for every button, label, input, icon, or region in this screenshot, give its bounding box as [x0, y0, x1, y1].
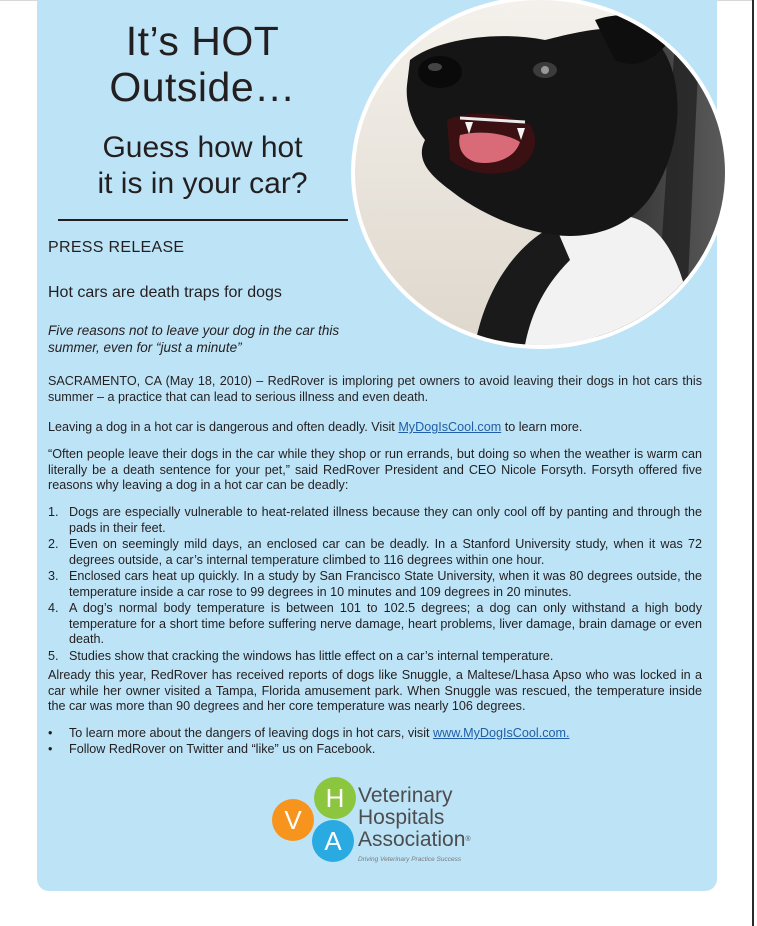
list-item-text: To learn more about the dangers of leaving dogs in hot cars, visit	[69, 726, 434, 740]
list-item-number: 3.	[48, 569, 59, 583]
divider-rule	[58, 219, 348, 221]
list-item-text: Even on seemingly mild days, an enclosed car can be deadly. In a Stanford University study, when it was 72 degrees outside, a car’s internal temperature climbed to 116 degrees within one hour.	[69, 537, 702, 567]
logo-word-veterinary: Veterinary	[358, 784, 453, 807]
list-item-number: 1.	[48, 505, 59, 519]
list-item	[48, 505, 702, 536]
page-right-edge	[752, 0, 754, 926]
vha-logo-wordmark	[358, 785, 471, 851]
press-release-label: PRESS RELEASE	[48, 239, 185, 256]
call-to-action-list	[48, 726, 702, 757]
subheadline	[55, 130, 350, 202]
headline-line-1: It’s HOT	[125, 18, 280, 64]
list-item-text: Studies show that cracking the windows has little effect on a car’s internal temperature.	[69, 648, 554, 663]
list-item	[48, 742, 702, 758]
paragraph-visit-text-end: to learn more.	[501, 420, 583, 434]
paragraph-intro: SACRAMENTO, CA (May 18, 2010) – RedRover is imploring pet owners to avoid leaving their dogs in hot cars this summer – a practice that can lead to serious illness and even death.	[48, 374, 702, 404]
paragraph-visit-text: Leaving a dog in a hot car is dangerous and often deadly. Visit	[48, 420, 399, 434]
list-item-number: 2.	[48, 537, 59, 551]
paragraph-quote: “Often people leave their dogs in the car while they shop or run errands, but doing so when the weather is warm can literally be a death sentence for your pet,” said RedRover President and CEO Nicole Forsyth. Forsyth offered five reasons why leaving a dog in a hot car can be deadly:	[48, 447, 702, 492]
list-item-number: 4.	[48, 601, 59, 615]
vha-logo-tagline: Driving Veterinary Practice Success	[358, 856, 462, 863]
headline-line-2: Outside…	[109, 64, 296, 110]
logo-letter-a: A	[324, 826, 342, 856]
dog-photo-illustration	[355, 0, 725, 345]
logo-word-association-text: Association	[358, 828, 466, 851]
dog-in-car-photo	[355, 0, 725, 345]
article-deck: Hot cars are death traps for dogs	[48, 284, 282, 301]
paragraph-snuggle: Already this year, RedRover has received reports of dogs like Snuggle, a Maltese/Lhasa Apso who was locked in a car while her owner visited a Tampa, Florida amusement park. When Snuggle was rescued, the temperature inside the car was more than 90 degrees and her core temperature was nearly 106 degrees.	[48, 668, 702, 713]
list-item	[48, 601, 702, 648]
subheadline-line-2: it is in your car?	[97, 167, 308, 200]
logo-letter-h: H	[325, 783, 345, 813]
list-item	[48, 649, 702, 665]
article-teaser: Five reasons not to leave your dog in the car this summer, even for “just a minute”	[48, 323, 340, 355]
list-item	[48, 726, 702, 742]
logo-word-hospitals: Hospitals	[358, 806, 445, 829]
subheadline-line-1: Guess how hot	[102, 131, 303, 164]
mydogiscool-link[interactable]: MyDogIsCool.com	[398, 420, 502, 434]
paragraph-visit	[48, 420, 702, 436]
list-item-number: 5.	[48, 648, 59, 663]
list-item-text: Dogs are especially vulnerable to heat-related illness because they can only cool off by panting and through the pads in their feet.	[69, 505, 702, 535]
logo-registered-mark: ®	[465, 836, 471, 843]
logo-letter-v: V	[284, 805, 302, 835]
www-mydogiscool-link[interactable]: www.MyDogIsCool.com.	[433, 726, 570, 740]
list-item-text: A dog’s normal body temperature is between 101 to 102.5 degrees; a dog can only withstand a high body temperature for a short time before suffering nerve damage, heart problems, liver damage, brain damage or even death.	[69, 601, 702, 646]
list-item	[48, 537, 702, 568]
headline	[75, 18, 330, 110]
logo-word-association	[358, 829, 471, 851]
five-reasons-list	[48, 505, 702, 665]
bullet-dot: •	[48, 741, 53, 756]
list-item-text: Enclosed cars heat up quickly. In a study by San Francisco State University, when it was 80 degrees outside, the temperature inside a car rose to 99 degrees in 10 minutes and 109 degrees in 20 minutes.	[69, 569, 702, 599]
list-item	[48, 569, 702, 600]
bullet-dot: •	[48, 726, 53, 740]
list-item-text: Follow RedRover on Twitter and “like” us on Facebook.	[69, 741, 376, 756]
